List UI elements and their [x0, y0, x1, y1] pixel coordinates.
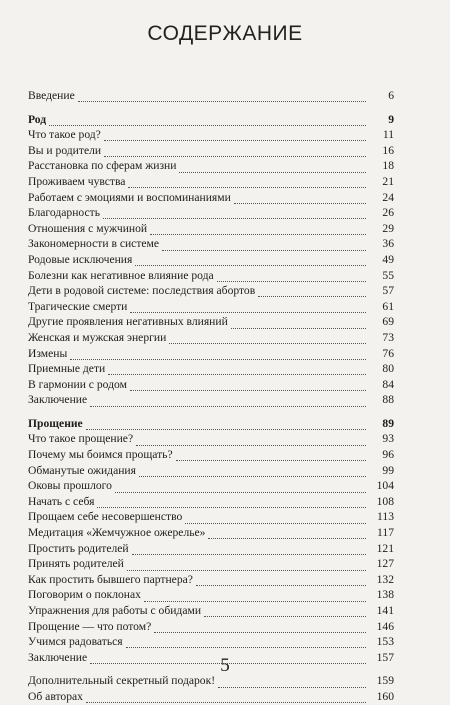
- toc-entry-label: Что такое прощение?: [28, 432, 134, 446]
- dot-leader: [217, 271, 366, 282]
- toc-entry-page: 160: [376, 689, 394, 703]
- dot-leader: [258, 286, 366, 297]
- toc-entry-page: 76: [382, 346, 394, 360]
- toc-entry-label: Женская и мужская энергии: [28, 330, 167, 344]
- toc-entry-label: Прощаем себе несовершенство: [28, 510, 183, 524]
- dot-leader: [108, 364, 366, 375]
- toc-entry-page: 21: [382, 174, 394, 188]
- dot-leader: [78, 91, 366, 102]
- dot-leader: [126, 637, 366, 648]
- toc-entry-page: 132: [376, 572, 394, 586]
- toc-entry: [28, 346, 394, 362]
- toc-entry: [28, 190, 394, 206]
- toc-entry-label: Дети в родовой системе: последствия абортов: [28, 284, 256, 298]
- dot-leader: [127, 560, 366, 571]
- toc-entry-label: Как простить бывшего партнера?: [28, 572, 193, 586]
- dot-leader: [204, 606, 366, 617]
- toc-entry-label: Работаем с эмоциями и воспоминаниями: [28, 190, 231, 204]
- toc-entry: [28, 174, 394, 190]
- toc-entry-page: 127: [376, 557, 394, 571]
- dot-leader: [150, 224, 366, 235]
- dot-leader: [179, 162, 366, 173]
- dot-leader: [115, 482, 366, 493]
- dot-leader: [86, 419, 366, 430]
- toc-entry-label: Об авторах: [28, 689, 83, 703]
- toc-entry-label: Закономерности в системе: [28, 237, 160, 251]
- toc-entry-page: 24: [382, 190, 394, 204]
- page-number: 5: [220, 655, 230, 676]
- toc-entry-label: Род: [28, 112, 47, 126]
- toc-entry-page: 61: [382, 299, 394, 313]
- toc-entry-page: 96: [382, 448, 394, 462]
- toc-entry: [28, 525, 394, 541]
- toc-entry-label: Прощение — что потом?: [28, 619, 152, 633]
- toc-entry-page: 153: [376, 635, 394, 649]
- toc-entry: [28, 494, 394, 510]
- toc-entry-page: 157: [376, 650, 394, 664]
- toc-entry-label: Простить родителей: [28, 541, 129, 555]
- toc-entry: [28, 143, 394, 159]
- toc-entry-label: Начать с себя: [28, 494, 95, 508]
- toc-entry-page: 73: [382, 330, 394, 344]
- toc-entry: [28, 283, 394, 299]
- toc-entry: [28, 603, 394, 619]
- toc-entry-page: 99: [382, 463, 394, 477]
- dot-leader: [154, 622, 366, 633]
- toc-entry-label: Приемные дети: [28, 362, 106, 376]
- toc-entry-page: 6: [388, 89, 394, 102]
- toc-entry: [28, 556, 394, 572]
- toc-section-heading: [28, 112, 394, 128]
- toc-entry-label: Медитация «Жемчужное ожерелье»: [28, 526, 206, 540]
- toc-entry-page: 121: [376, 541, 394, 555]
- toc-entry-page: 11: [382, 128, 394, 142]
- toc-entry-label: Учимся радоваться: [28, 635, 123, 649]
- section-gap: [28, 408, 394, 416]
- toc-entry: [28, 463, 394, 479]
- toc-entry: [28, 158, 394, 174]
- toc-entry: [28, 127, 394, 143]
- toc-entry: [28, 572, 394, 588]
- toc-entry: [28, 330, 394, 346]
- toc-entry-page: 88: [382, 393, 394, 407]
- toc-entry-page: 57: [382, 284, 394, 298]
- toc-entry-page: 138: [376, 588, 394, 602]
- toc-entry-page: 159: [376, 674, 394, 688]
- toc-entry-label: Отношения с мужчиной: [28, 221, 148, 235]
- toc-entry-label: Болезни как негативное влияние рода: [28, 268, 214, 282]
- toc-entry-page: 16: [382, 143, 394, 157]
- dot-leader: [208, 528, 366, 539]
- toc-entry: [28, 299, 394, 315]
- dot-leader: [144, 591, 366, 602]
- toc-section-heading: [28, 416, 394, 432]
- toc-entry-page: 117: [377, 526, 394, 540]
- dot-leader: [130, 380, 366, 391]
- dot-leader: [103, 208, 366, 219]
- toc-entry-label: Расстановка по сферам жизни: [28, 159, 177, 173]
- toc-entry: [28, 205, 394, 221]
- toc-entry: [28, 88, 394, 104]
- toc-entry-page: 9: [388, 112, 394, 126]
- toc-entry-page: 26: [382, 206, 394, 220]
- toc-entry-page: 36: [382, 237, 394, 251]
- dot-leader: [86, 692, 366, 703]
- dot-leader: [185, 513, 366, 524]
- toc-entry-page: 93: [382, 432, 394, 446]
- toc-entry-label: Обманутые ожидания: [28, 463, 136, 477]
- toc-entry-page: 49: [382, 252, 394, 266]
- dot-leader: [136, 435, 366, 446]
- toc-entry-page: 80: [382, 362, 394, 376]
- toc-entry-page: 55: [382, 268, 394, 282]
- dot-leader: [231, 318, 366, 329]
- toc-entry-label: Другие проявления негативных влияний: [28, 315, 228, 329]
- toc-entry: [28, 587, 394, 603]
- toc-entry-label: Оковы прошлого: [28, 479, 112, 493]
- toc-entry-label: Почему мы боимся прощать?: [28, 448, 173, 462]
- toc-entry-page: 108: [376, 494, 394, 508]
- toc-entry: [28, 619, 394, 635]
- section-gap: [28, 104, 394, 112]
- toc-entry-label: Вы и родители: [28, 143, 102, 157]
- toc-entry-label: Прощение: [28, 416, 83, 430]
- toc-entry-label: Трагические смерти: [28, 299, 128, 313]
- toc-entry-label: Поговорим о поклонах: [28, 588, 141, 602]
- dot-leader: [97, 497, 366, 508]
- toc-entry: [28, 447, 394, 463]
- page-title: СОДЕРЖАНИЕ: [147, 22, 303, 45]
- dot-leader: [218, 677, 366, 688]
- toc-entry-label: Заключение: [28, 650, 88, 664]
- dot-leader: [169, 333, 366, 344]
- toc-entry-label: Родовые исключения: [28, 252, 133, 266]
- toc-entry-label: Измены: [28, 346, 68, 360]
- dot-leader: [104, 146, 366, 157]
- toc-entry-page: 69: [382, 315, 394, 329]
- toc-entry: [28, 478, 394, 494]
- toc-entry-page: 141: [376, 604, 394, 617]
- toc-entry: [28, 541, 394, 557]
- toc-entry: [28, 377, 394, 393]
- dot-leader: [162, 240, 366, 251]
- toc-entry-label: Что такое род?: [28, 128, 101, 142]
- toc-entry-label: Дополнительный секретный подарок!: [28, 674, 216, 688]
- dot-leader: [132, 544, 366, 555]
- dot-leader: [234, 193, 366, 204]
- toc-entry: [28, 634, 394, 650]
- dot-leader: [135, 255, 366, 266]
- toc-entry-label: Проживаем чувства: [28, 174, 126, 188]
- toc-entry-page: 18: [382, 159, 394, 173]
- toc-entry: [28, 431, 394, 447]
- toc-entry-label: Упражнения для работы с обидами: [28, 604, 202, 617]
- toc-entry: [28, 509, 394, 525]
- dot-leader: [128, 177, 366, 188]
- toc-entry-page: 89: [382, 416, 394, 430]
- toc-entry: [28, 314, 394, 330]
- toc-entry-page: 29: [382, 221, 394, 235]
- dot-leader: [130, 302, 366, 313]
- toc-entry: [28, 236, 394, 252]
- toc-entry: [28, 392, 394, 408]
- toc-entry: [28, 221, 394, 237]
- toc-entry-label: Благодарность: [28, 206, 100, 220]
- toc-entry: [28, 268, 394, 284]
- dot-leader: [70, 349, 366, 360]
- toc-entry-page: 84: [382, 377, 394, 391]
- toc-entry-page: 113: [377, 510, 394, 524]
- dot-leader: [49, 115, 366, 126]
- toc-entry-label: Заключение: [28, 393, 88, 407]
- dot-leader: [90, 396, 366, 407]
- dot-leader: [139, 466, 366, 477]
- toc-entry-label: В гармонии с родом: [28, 377, 127, 391]
- toc-entry-label: Принять родителей: [28, 557, 124, 571]
- toc-entry-page: 146: [376, 619, 394, 633]
- toc-entry-page: 104: [376, 479, 394, 493]
- dot-leader: [104, 130, 366, 141]
- dot-leader: [176, 450, 366, 461]
- toc-entry-label: Введение: [28, 89, 75, 102]
- dot-leader: [196, 575, 366, 586]
- toc-entry: [28, 361, 394, 377]
- table-of-contents: [28, 88, 394, 705]
- toc-entry: [28, 252, 394, 268]
